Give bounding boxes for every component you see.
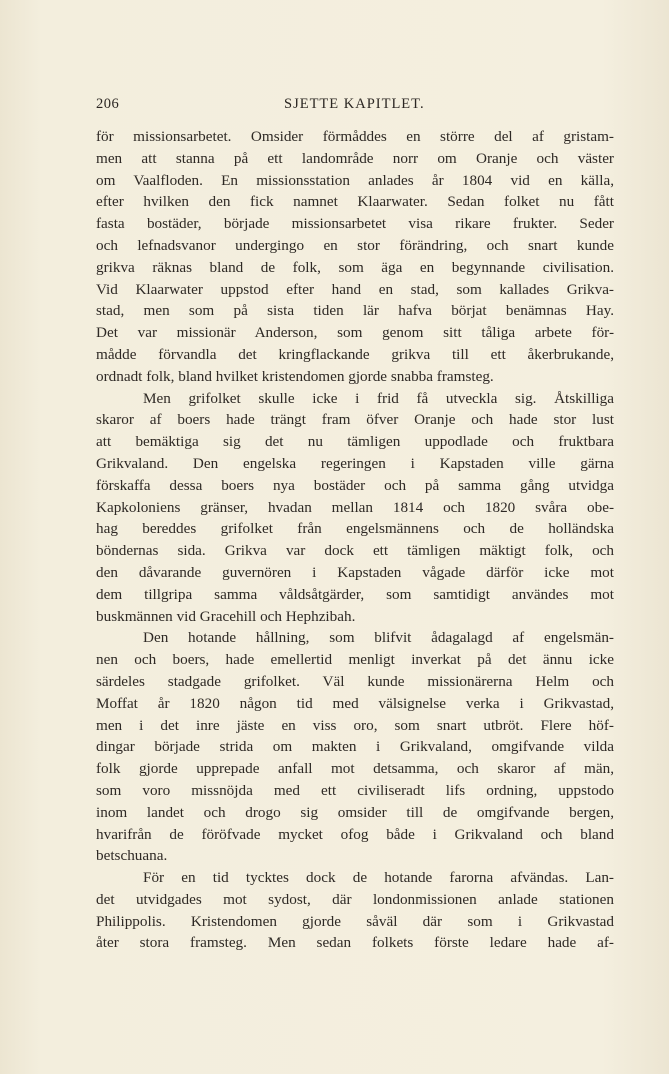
text-line: särdeles stadgade grifolket. Väl kunde missionärerna Helm och <box>96 672 614 690</box>
text-line: buskmännen vid Gracehill och Hephzibah. <box>96 607 356 625</box>
text-line: mådde förvandla det kringflackande grikva till ett åkerbrukande, <box>96 345 614 363</box>
text-line: och lefnadsvanor undergingo en stor förändring, och snart kunde <box>96 236 614 254</box>
text-line: om Vaalfloden. En missionsstation anlades år 1804 vid en källa, <box>96 171 614 189</box>
running-title: SJETTE KAPITLET. <box>284 96 425 112</box>
text-line: men i det inre jäste en viss oro, som snart utbröt. Flere höf- <box>96 716 614 734</box>
text-line: hvarifrån de föröfvade mycket ofog både i Grikvaland och bland <box>96 825 614 843</box>
text-line: men att stanna på ett landområde norr om Oranje och väster <box>96 149 614 167</box>
page-header <box>96 96 616 118</box>
text-line: Kapkoloniens gränser, hvadan mellan 1814 och 1820 svåra obe- <box>96 498 614 516</box>
text-line: det utvidgades mot sydost, där londonmissionen anlade stationen <box>96 890 614 908</box>
text-line: för missionsarbetet. Omsider förmåddes en större del af gristam- <box>96 128 614 145</box>
text-line: ordnadt folk, bland hvilket kristendomen gjorde snabba framsteg. <box>96 367 494 385</box>
text-line: dem tillgripa samma våldsåtgärder, som samtidigt användes mot <box>96 585 614 603</box>
text-line: Grikvaland. Den engelska regeringen i Kapstaden ville gärna <box>96 454 614 472</box>
page-number: 206 <box>96 96 120 112</box>
body-text <box>96 126 614 954</box>
text-line: nen och boers, hade emellertid menligt inverkat på det ännu icke <box>96 651 614 669</box>
text-line: betschuana. <box>96 847 168 865</box>
text-line: inom landet och drogo sig omsider till de omgifvande bergen, <box>96 803 614 821</box>
text-line: grikva räknas bland de folk, som äga en begynnande civilisation. <box>96 258 614 276</box>
text-line: förskaffa dessa boers nya bostäder och på samma gång utvidga <box>96 476 614 494</box>
text-line: För en tid tycktes dock de hotande farorna afvändas. Lan- <box>143 869 614 887</box>
text-line: Moffat år 1820 någon tid med välsignelse verka i Grikvastad, <box>96 694 614 712</box>
text-line: folk gjorde upprepade anfall mot detsamma, och skaror af män, <box>96 760 614 778</box>
text-line: skaror af boers hade trängt fram öfver Oranje och hade stor lust <box>96 411 614 429</box>
text-line: Den hotande hållning, som blifvit ådagalagd af engelsmän- <box>143 629 614 647</box>
text-line: böndernas sida. Grikva var dock ett tämligen mäktigt folk, och <box>96 542 614 560</box>
text-line: att bemäktiga sig det nu tämligen uppodlade och fruktbara <box>96 433 614 451</box>
text-line: Philippolis. Kristendomen gjorde såväl där som i Grikvastad <box>96 912 614 930</box>
text-line: Men grifolket skulle icke i frid få utveckla sig. Åtskilliga <box>143 389 614 407</box>
text-line: fasta bostäder, började missionsarbetet visa rikare frukter. Seder <box>96 215 614 233</box>
text-line: Det var missionär Anderson, som genom sitt tåliga arbete för- <box>96 324 614 342</box>
text-line: stad, men som på sista tiden lär hafva börjat benämnas Hay. <box>96 302 614 320</box>
text-line: dingar började strida om makten i Grikvaland, omgifvande vilda <box>96 738 614 756</box>
text-line: hag bereddes grifolket från engelsmännens och de holländska <box>96 520 614 538</box>
text-line: den dåvarande guvernören i Kapstaden vågade därför icke mot <box>96 563 614 581</box>
text-line: Vid Klaarwater uppstod efter hand en stad, som kallades Grikva- <box>96 280 614 298</box>
text-line: åter stora framsteg. Men sedan folkets förste ledare hade af- <box>96 934 614 952</box>
text-line: som voro missnöjda med ett civiliseradt lifs ordning, uppstodo <box>96 781 614 799</box>
text-line: efter hvilken den fick namnet Klaarwater. Sedan folket nu fått <box>96 193 614 211</box>
